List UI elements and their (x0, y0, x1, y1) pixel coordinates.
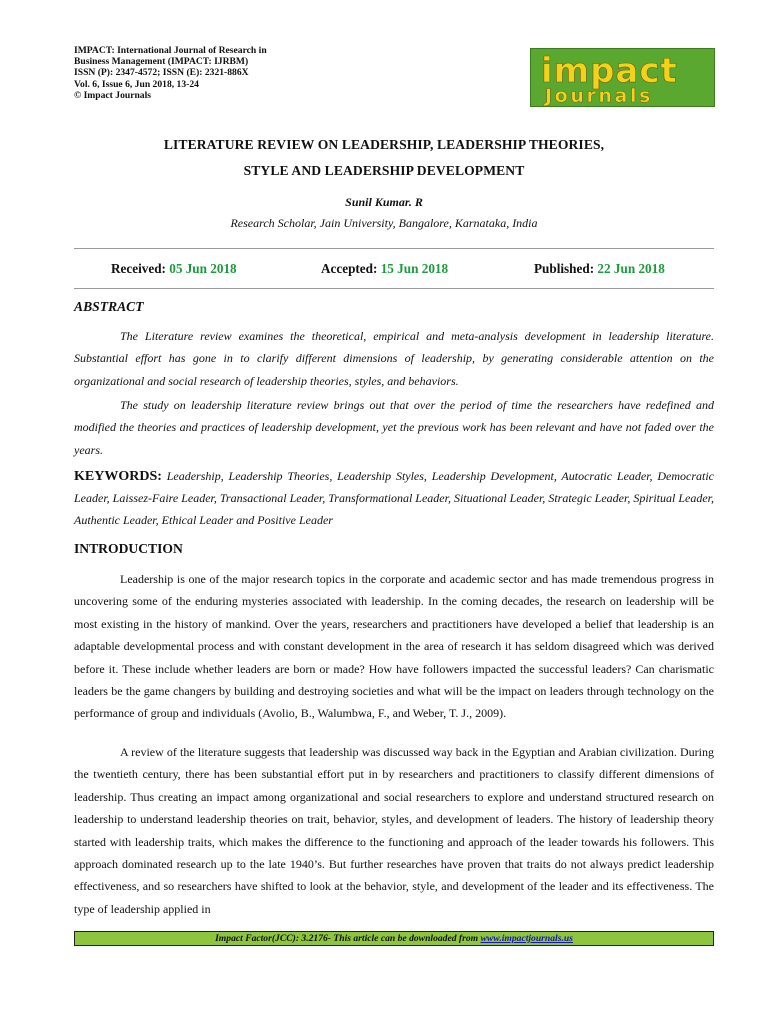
abstract-paragraph-2 (74, 394, 714, 461)
journal-info-line: Business Management (IMPACT: IJRBM) (74, 56, 249, 68)
published-label: Published: (534, 261, 595, 276)
journal-info (74, 45, 374, 101)
author-name: Sunil Kumar. R (345, 195, 423, 209)
paper-title-line-1: LITERATURE REVIEW ON LEADERSHIP, LEADERSHIP THEORIES, (163, 137, 605, 152)
journal-info-line: Vol. 6, Issue 6, Jun 2018, 13-24 (74, 78, 199, 90)
author-affiliation: Research Scholar, Jain University, Bangalore, Karnataka, India (230, 216, 538, 230)
accepted-date (321, 261, 448, 277)
published-date (534, 261, 665, 277)
journal-info-line: ISSN (P): 2347-4572; ISSN (E): 2321-886X (74, 67, 249, 79)
journal-website-link[interactable]: www.impactjournals.us (480, 933, 573, 944)
keywords-text: Leadership, Leadership Theories, Leadership Styles, Leadership Development, Autocratic Leader, Democratic Leader, Laissez-Faire Leader, Transactional Leader, Transformational Leader, Situational Leader, Strategic Leader, Spiritual Leader, Authentic Leader, Ethical Leader and Positive Leader (74, 469, 715, 527)
intro-p1-text: Leadership is one of the major research topics in the corporate and academic sector and has made tremendous progress in uncovering some of the enduring mysteries associated with leadership. In the coming decades, the research on leadership will be most existing in the history of mankind. Over the years, researchers and practitioners have developed a belief that leadership is an adaptable developmental process and with constant development in the area of research it has seldom disagreed which was derived before it. These include whether leaders are born or made? How have followers impacted the successful leaders? Can charismatic leaders be the game changers by building and destroying societies and what will be the impact on leaders through technology on the performance of group and individuals (Avolio, B., Walumbwa, F., and Weber, T. J., 2009). (74, 572, 714, 721)
footer-impact-factor (74, 931, 714, 946)
published-value: 22 Jun 2018 (597, 261, 665, 276)
abstract-paragraph-1 (74, 325, 714, 392)
intro-p2-text: A review of the literature suggests that leadership was discussed way back in the Egyptian and Arabian civilization. During the twentieth century, there has been substantial effort put in by researchers and practitioners to classify different dimensions of leadership. Thus creating an impact among organizational and social researchers to explore and understand structured research on leadership to understand leadership theories on trait, behavior, styles, and development of leaders. The history of leadership theory started with leadership traits, which makes the difference to the functioning and approach of the leader towards his followers. This approach dominated research up to the late 1940’s. But further researches have proven that traits do not always predict leadership effectiveness, and so researchers have shifted to look at the behavior, style, and development of the leader and its effectiveness. The type of leadership applied in (74, 745, 714, 916)
divider (74, 288, 714, 289)
journal-info-line: IMPACT: International Journal of Research in (74, 45, 267, 56)
divider (74, 248, 714, 249)
received-value: 05 Jun 2018 (169, 261, 237, 276)
introduction-paragraph-1 (74, 568, 714, 725)
received-date (111, 261, 237, 277)
impact-journals-logo (530, 48, 715, 107)
received-label: Received: (111, 261, 166, 276)
abstract-p2-text: The study on leadership literature review brings out that over the period of time the researchers have redefined and modified the theories and practices of leadership development, yet the previous work has been relevant and have not faded over the years. (74, 398, 714, 457)
keywords (74, 466, 714, 531)
keywords-label: KEYWORDS: (74, 469, 162, 484)
introduction-heading: INTRODUCTION (74, 541, 183, 556)
accepted-label: Accepted: (321, 261, 378, 276)
logo-text-top: impact (541, 51, 678, 91)
accepted-value: 15 Jun 2018 (380, 261, 449, 276)
logo-text-bottom: Journals (545, 85, 653, 106)
abstract-p1-text: The Literature review examines the theoretical, empirical and meta-analysis development in leadership literature. Substantial effort has gone in to clarify different dimensions of leadership, by generating considerable attention on the organizational and social research of leadership theories, styles, and behaviors. (74, 329, 714, 388)
journal-info-line: © Impact Journals (74, 89, 151, 101)
abstract-heading: ABSTRACT (74, 299, 144, 314)
introduction-paragraph-2 (74, 741, 714, 920)
paper-title-line-2: STYLE AND LEADERSHIP DEVELOPMENT (243, 163, 525, 178)
footer-text: Impact Factor(JCC): 3.2176- This article can be downloaded from (215, 933, 481, 944)
